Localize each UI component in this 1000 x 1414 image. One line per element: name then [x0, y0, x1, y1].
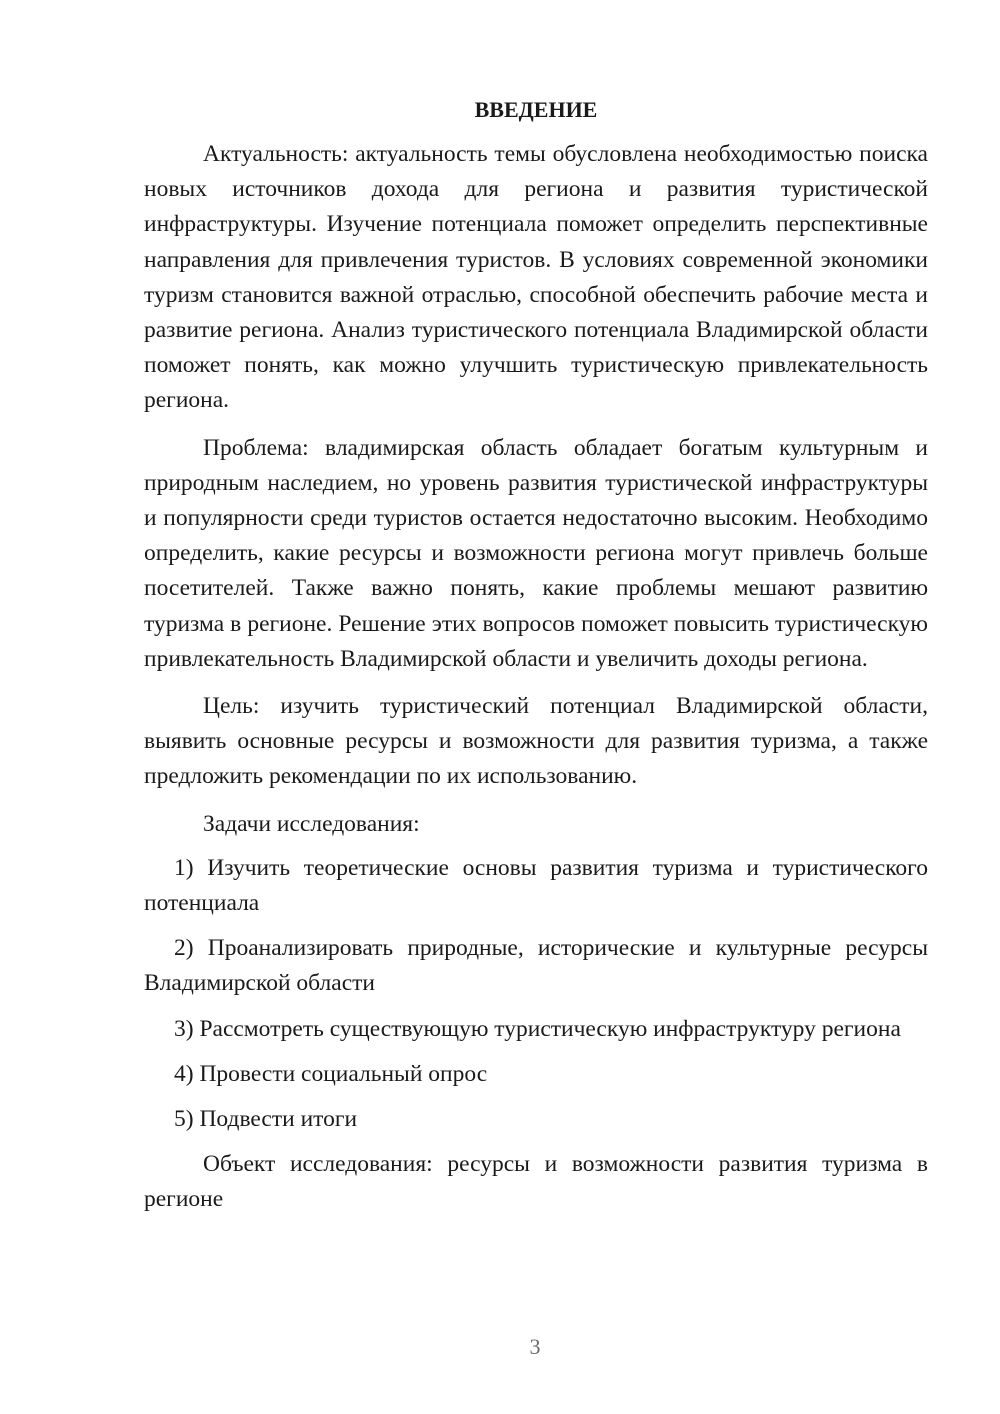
relevance-paragraph: Актуальность: актуальность темы обусловлена необходимостью поиска новых источников дохода для региона и развития туристической инфраструктуры. Изучение потенциала поможет определить перспективные направления для привлечения туристов. В условиях современной экономики туризм становится важной отраслью, способной обеспечить рабочие места и развитие региона. Анализ туристического потенциала Владимирской области поможет понять, как можно улучшить туристическую привлекательность региона. [144, 141, 928, 414]
task-item-2: 2) Проанализировать природные, исторические и культурные ресурсы Владимирской области [144, 935, 928, 997]
object-paragraph: Объект исследования: ресурсы и возможности развития туризма в регионе [144, 1151, 928, 1213]
tasks-heading: Задачи исследования: [203, 810, 420, 837]
page-content [144, 95, 928, 1230]
problem-paragraph: Проблема: владимирская область обладает богатым культурным и природным наследием, но уровень развития туристической инфраструктуры и популярности среди туристов остается недостаточно высоким. Необходимо определить, какие ресурсы и возможности региона могут привлечь больше посетителей. Также важно понять, какие проблемы мешают развитию туризма в регионе. Решение этих вопросов поможет повысить туристическую привлекательность Владимирской области и увеличить доходы региона. [144, 434, 928, 672]
task-item-4: 4) Провести социальный опрос [174, 1060, 488, 1087]
task-item-5: 5) Подвести итоги [174, 1106, 358, 1133]
goal-paragraph: Цель: изучить туристический потенциал Владимирской области, выявить основные ресурсы и возможности для развития туризма, а также предложить рекомендации по их использованию. [144, 693, 928, 790]
task-item-1: 1) Изучить теоретические основы развития туризма и туристического потенциала [144, 854, 928, 917]
page-title: ВВЕДЕНИЕ [474, 97, 598, 122]
task-item-3: 3) Рассмотреть существующую туристическую инфраструктуру региона [174, 1015, 901, 1042]
page-number: 3 [529, 1334, 541, 1359]
